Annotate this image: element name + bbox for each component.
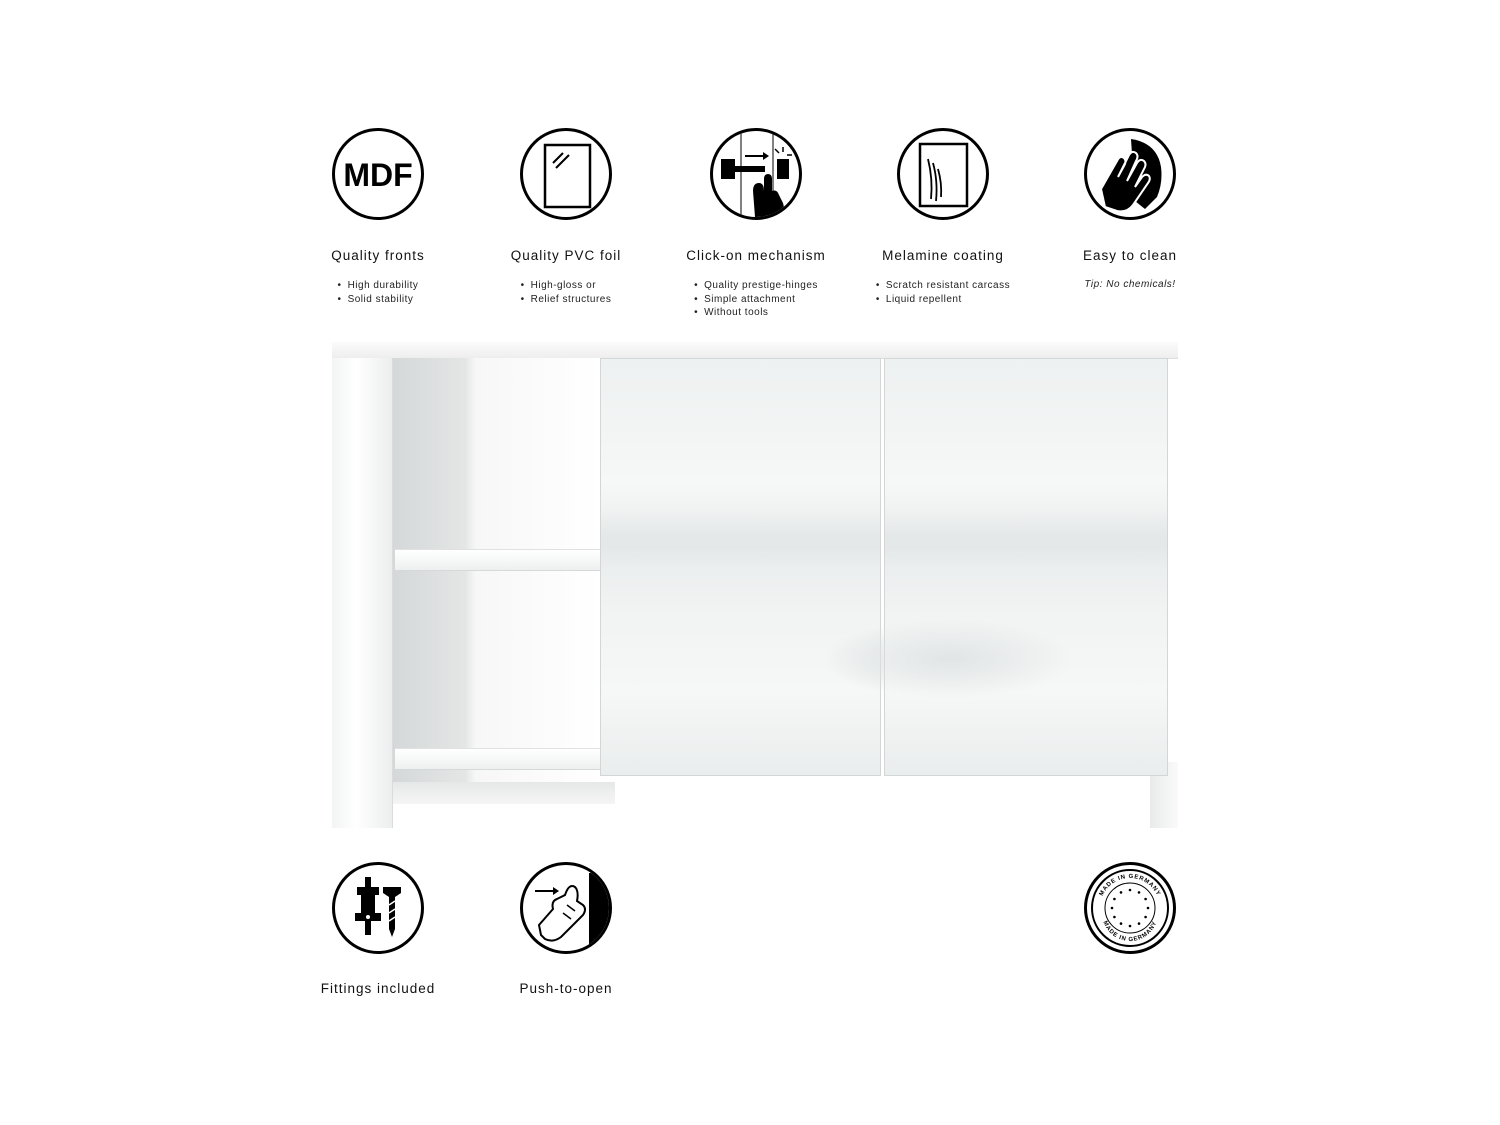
- seal-star: [1129, 925, 1132, 928]
- feature-fittings-included: [278, 862, 478, 996]
- pvc-foil-panel-icon: [520, 128, 612, 220]
- seal-star: [1144, 898, 1147, 901]
- feature-bullet: • Without tools: [694, 306, 818, 320]
- feature-title: Click-on mechanism: [686, 248, 826, 263]
- feature-title: Push-to-open: [519, 981, 613, 996]
- feature-title: Quality fronts: [331, 248, 425, 263]
- sideboard-open-compartment: [393, 358, 600, 804]
- feature-made-in-germany: [1030, 862, 1230, 954]
- feature-quality-pvc-foil: [466, 128, 666, 307]
- sideboard-shelf: [395, 549, 601, 571]
- feature-bullets: [876, 279, 1010, 306]
- seal-star: [1113, 916, 1116, 919]
- seal-star: [1113, 898, 1116, 901]
- seal-star: [1147, 907, 1150, 910]
- feature-title: Quality PVC foil: [510, 248, 622, 263]
- feature-bullet: • Solid stability: [338, 293, 419, 307]
- feature-bullet: • High-gloss or: [521, 279, 612, 293]
- sideboard-door-left: [600, 358, 881, 776]
- feature-quality-fronts: [278, 128, 478, 307]
- feature-bullets: [338, 279, 419, 306]
- scratch-panel-icon: [897, 128, 989, 220]
- svg-text:MADE IN GERMANY: MADE IN GERMANY: [1101, 920, 1159, 944]
- feature-bullet: • Relief structures: [521, 293, 612, 307]
- sideboard-shelf: [395, 748, 601, 770]
- seal-star: [1111, 907, 1114, 910]
- feature-title: Easy to clean: [1082, 248, 1178, 263]
- feature-tip: Tip: No chemicals!: [1084, 279, 1176, 290]
- hinge-click-icon: [710, 128, 802, 220]
- sideboard-base: [393, 782, 615, 804]
- feature-bullets: [521, 279, 612, 306]
- feature-bullet: • Simple attachment: [694, 293, 818, 307]
- feature-bullet: • Scratch resistant carcass: [876, 279, 1010, 293]
- feature-easy-to-clean: [1030, 128, 1230, 290]
- feature-title: Fittings included: [320, 981, 436, 996]
- seal-star: [1129, 889, 1132, 892]
- svg-text:MDF: MDF: [343, 157, 413, 193]
- sideboard-product-image: [332, 342, 1178, 830]
- push-hand-icon: [520, 862, 612, 954]
- feature-title: Melamine coating: [882, 248, 1004, 263]
- svg-text:MADE IN GERMANY: MADE IN GERMANY: [1098, 873, 1162, 898]
- feature-click-on-mechanism: [656, 128, 856, 320]
- feature-bullet: • Quality prestige-hinges: [694, 279, 818, 293]
- seal-star: [1120, 891, 1123, 894]
- made-in-germany-seal-icon: [1084, 862, 1176, 954]
- sideboard-top-panel: [332, 342, 1178, 359]
- hinge-screw-icon: [332, 862, 424, 954]
- seal-star: [1120, 922, 1123, 925]
- seal-star: [1138, 891, 1141, 894]
- mdf-icon: [332, 128, 424, 220]
- wiping-hand-icon: [1084, 128, 1176, 220]
- feature-bullet: • High durability: [338, 279, 419, 293]
- sideboard-left-side: [332, 358, 393, 828]
- feature-melamine-coating: [843, 128, 1043, 307]
- seal-star: [1144, 916, 1147, 919]
- feature-bullet: • Liquid repellent: [876, 293, 1010, 307]
- seal-star: [1138, 922, 1141, 925]
- feature-push-to-open: [466, 862, 666, 996]
- feature-bullets: [694, 279, 818, 320]
- sideboard-door-right: [884, 358, 1168, 776]
